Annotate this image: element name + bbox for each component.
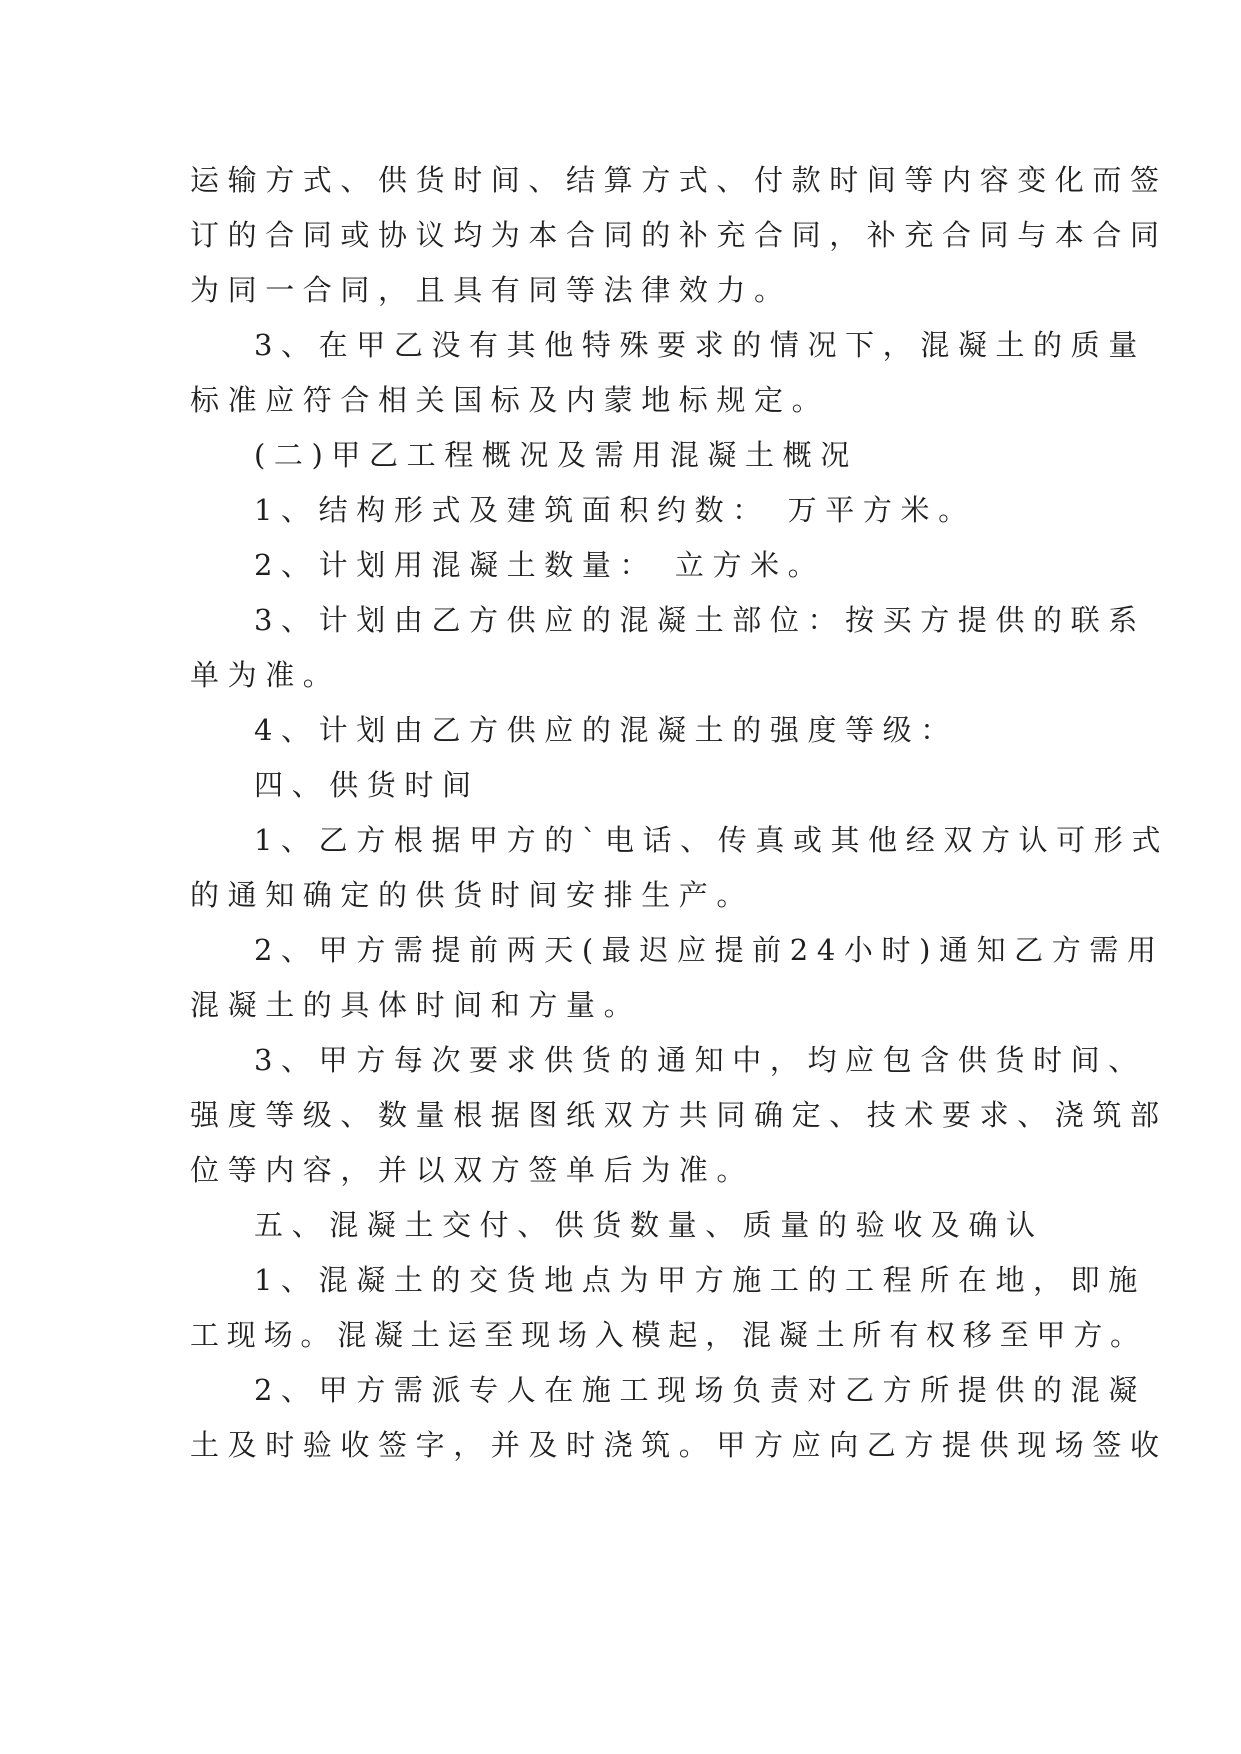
text-line: 3、在甲乙没有其他特殊要求的情况下，混凝土的质量 [254, 328, 1146, 362]
text-line: 的通知确定的供货时间安排生产。 [190, 878, 755, 912]
section-heading: 五、混凝土交付、供货数量、质量的验收及确认 [254, 1208, 1044, 1242]
text-line: 1、混凝土的交货地点为甲方施工的工程所在地，即施 [254, 1263, 1146, 1297]
text-line: 4、计划由乙方供应的混凝土的强度等级： [254, 713, 958, 747]
text-line: 标准应符合相关国标及内蒙地标规定。 [190, 383, 830, 417]
text-line: 强度等级、数量根据图纸双方共同确定、技术要求、浇筑部 [190, 1098, 1168, 1132]
text-line: 订的合同或协议均为本合同的补充合同，补充合同与本合同 [190, 218, 1168, 252]
text-line: 工现场。混凝土运至现场入模起，混凝土所有权移至甲方。 [190, 1318, 1147, 1352]
text-line: 2、计划用混凝土数量： 立方米。 [254, 548, 826, 582]
text-line: 运输方式、供货时间、结算方式、付款时间等内容变化而签 [190, 163, 1168, 197]
text-line: 3、甲方每次要求供货的通知中，均应包含供货时间、 [254, 1043, 1146, 1077]
text-line: 位等内容，并以双方签单后为准。 [190, 1153, 755, 1187]
text-line: 1、结构形式及建筑面积约数： 万平方米。 [254, 493, 976, 527]
text-line: 土及时验收签字，并及时浇筑。甲方应向乙方提供现场签收 [190, 1428, 1168, 1462]
text-line: 2、甲方需提前两天(最迟应提前24小时)通知乙方需用 [254, 933, 1165, 967]
text-line: 为同一合同，且具有同等法律效力。 [190, 273, 792, 307]
text-line: 2、甲方需派专人在施工现场负责对乙方所提供的混凝 [254, 1373, 1146, 1407]
text-line: 混凝土的具体时间和方量。 [190, 988, 642, 1022]
text-line: 3、计划由乙方供应的混凝土部位：按买方提供的联系 [254, 603, 1146, 637]
section-heading: 四、供货时间 [254, 768, 480, 802]
text-line: 单为准。 [190, 658, 341, 692]
text-line: 1、乙方根据甲方的`电话、传真或其他经双方认可形式 [254, 823, 1169, 857]
section-heading: (二)甲乙工程概况及需用混凝土概况 [254, 438, 858, 472]
